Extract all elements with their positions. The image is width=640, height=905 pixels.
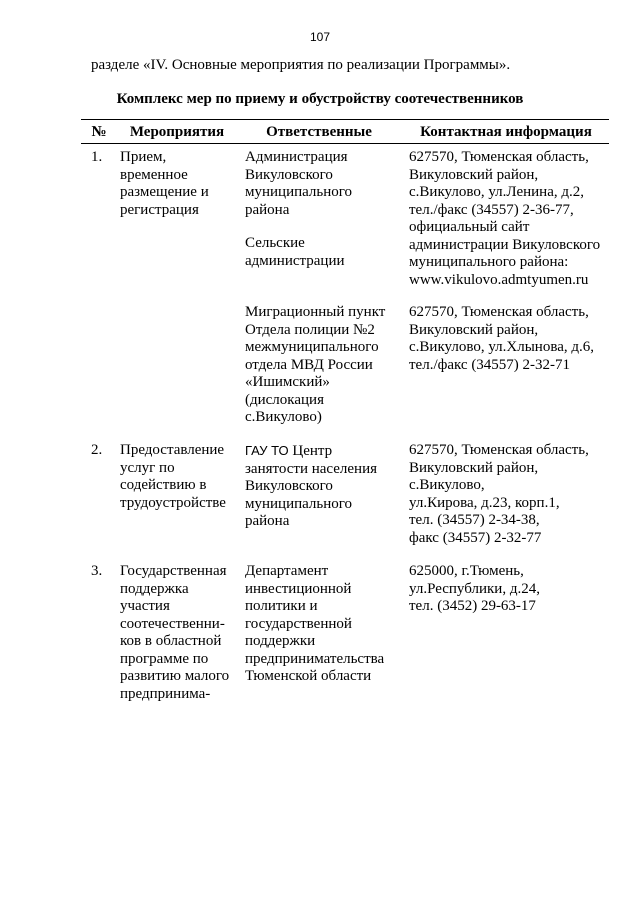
row-3-responsible: Департамент инвестиционной политики и государственной поддержки предпринимательства Тюменской области <box>245 563 385 684</box>
table-top-rule <box>81 119 609 120</box>
row-1-contact-1: 627570, Тюменская область, Викуловский район, с.Викулово, ул.Ленина, д.2, тел./факс (34557) 2-36-77, официальный сайт администрации Викуловского муниципального района: www.vikulovo.admtyumen.ru <box>409 149 601 288</box>
header-responsible: Ответственные <box>266 124 372 140</box>
row-3-number: 3. <box>91 563 103 579</box>
row-2-responsible <box>245 442 377 531</box>
row-1-responsible-2: Сельские администрации <box>245 235 345 269</box>
row-3-contact: 625000, г.Тюмень, ул.Республики, д.24, тел. (3452) 29-63-17 <box>409 563 540 614</box>
header-contacts: Контактная информация <box>420 124 592 140</box>
header-number: № <box>91 124 107 140</box>
row-2-contact: 627570, Тюменская область, Викуловский район, с.Викулово, ул.Кирова, д.23, корп.1, тел. (34557) 2-34-38, факс (34557) 2-32-77 <box>409 442 589 546</box>
page-number: 107 <box>309 30 331 44</box>
row-1-responsible-1: Администрация Викуловского муниципального района <box>245 149 353 218</box>
table-header-rule <box>81 143 609 144</box>
row-2-number: 2. <box>91 442 103 458</box>
intro-text: разделе «IV. Основные мероприятия по реализации Программы». <box>91 57 511 73</box>
row-1-contact-3: 627570, Тюменская область, Викуловский район, с.Викулово, ул.Хлынова, д.6, тел./факс (34557) 2-32-71 <box>409 304 594 373</box>
table-heading: Комплекс мер по приему и обустройству соотечественников <box>116 91 524 107</box>
row-2-responsible-text: Центр занятости населения Викуловского муниципального района <box>245 443 378 529</box>
row-1-number: 1. <box>91 149 103 165</box>
row-3-measure: Государственная поддержка участия соотечественни- ков в областной программе по развитию малого предпринима- <box>120 563 230 702</box>
row-2-measure: Предоставление услуг по содействию в трудоустройстве <box>120 442 226 511</box>
row-1-responsible-3: Миграционный пункт Отдела полиции №2 межмуниципального отдела МВД России «Ишимский» (дислокация с.Викулово) <box>245 304 386 425</box>
header-measures: Мероприятия <box>129 124 225 140</box>
row-2-responsible-prefix: ГАУ ТО <box>245 443 289 458</box>
row-1-measure: Прием, временное размещение и регистрация <box>120 149 209 218</box>
